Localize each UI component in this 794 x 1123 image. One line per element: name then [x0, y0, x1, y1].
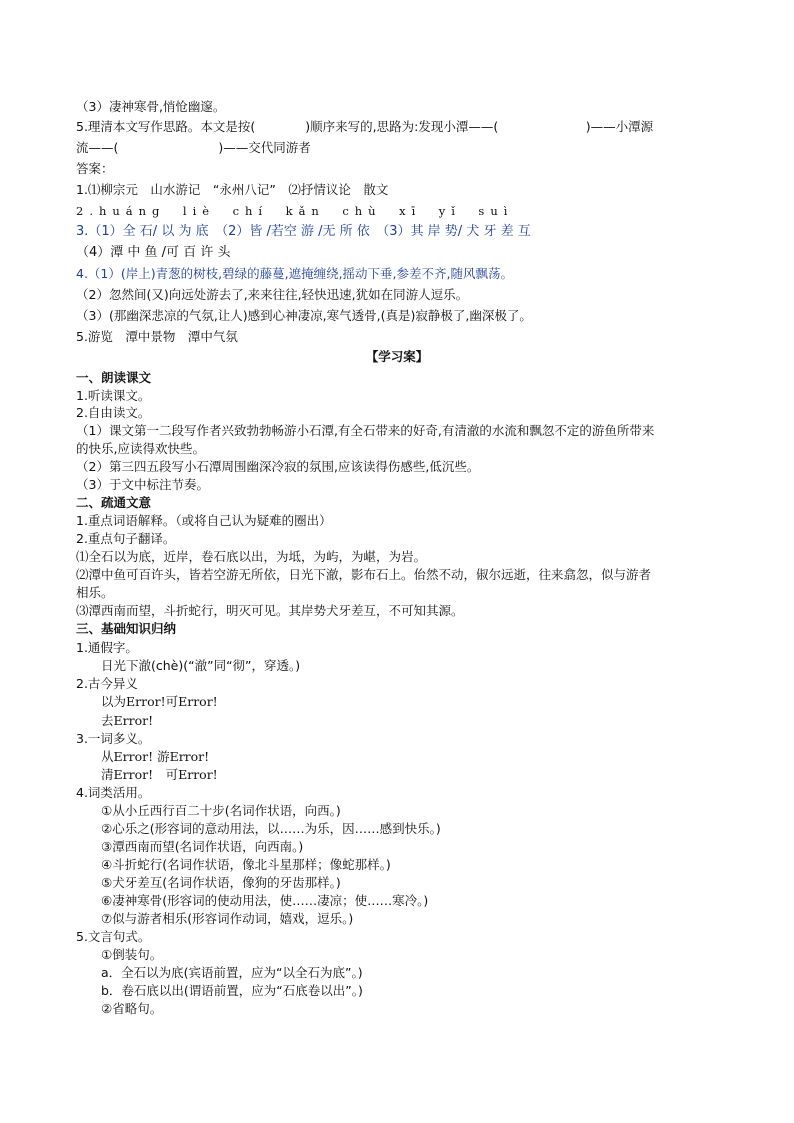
answer-2-pinyin: 2.huáng liè chí kǎn chù xī yǐ suì [76, 204, 514, 218]
s3-item-4-sub: ①从小丘西行百二十步(名词作状语，向西。) [101, 803, 341, 818]
s1-line: 1.听读课文。 [76, 388, 151, 403]
s3-item-4: 4.词类活用。 [76, 785, 151, 800]
s3-item-4-sub: ③潭西南而望(名词作状语，向西南。) [101, 839, 304, 854]
question-5-line-cont: 流——( )——交代同游者 [76, 140, 311, 155]
question-3-line: （3）凄神寒骨,悄怆幽邃。 [76, 99, 226, 114]
answer-3-cont: （4）潭 中 鱼 /可 百 许 头 [76, 245, 231, 260]
s3-item-3: 3.一词多义。 [76, 731, 151, 746]
s1-line: 2.自由读文。 [76, 405, 151, 420]
s3-item-4-sub: ⑥凄神寒骨(形容词的使动用法，使……凄凉；使……寒冷。) [101, 893, 429, 908]
s2-line: 相乐。 [76, 585, 114, 600]
answer-5: 5.游览 潭中景物 潭中气氛 [76, 329, 238, 344]
s3-item-2-sub: 以为Error!可Error! [101, 694, 218, 709]
s1-line: 的快乐,应读得欢快些。 [76, 441, 205, 456]
s3-item-5-sub: ②省略句。 [101, 1001, 163, 1016]
answer-heading: 答案： [76, 161, 114, 176]
s3-item-5-sub: a．全石以为底(宾语前置，应为“以全石为底”。) [101, 965, 363, 980]
s3-item-3-sub: 从Error! 游Error! [101, 749, 210, 764]
s3-item-4-sub: ⑦似与游者相乐(形容词作动词，嬉戏，逗乐。) [101, 911, 354, 926]
s3-item-5-sub: ①倒装句。 [101, 947, 163, 962]
section-title: 【学习案】 [365, 349, 429, 364]
s1-line: （2）第三四五段写小石潭周围幽深冷寂的氛围,应该读得伤感些,低沉些。 [76, 459, 480, 474]
answer-4-3: （3）(那幽深悲凉的气氛,让人)感到心神凄凉,寒气透骨,(真是)寂静极了,幽深极了。 [76, 308, 532, 323]
s3-item-2-sub: 去Error! [101, 713, 154, 728]
s2-line: ⑶潭西南而望，斗折蛇行，明灭可见。其岸势犬牙差互，不可知其源。 [76, 603, 464, 618]
answer-4-2: （2）忽然间(又)向远处游去了,来来往往,轻快迅速,犹如在同游人逗乐。 [76, 287, 469, 302]
s1-line: （1）课文第一二段写作者兴致勃勃畅游小石潭,有全石带来的好奇,有清澈的水流和飘忽不定的游鱼所带来 [76, 423, 655, 438]
s3-item-5-sub: b．卷石底以出(谓语前置，应为“石底卷以出”。) [101, 983, 363, 998]
s3-item-4-sub: ②心乐之(形容词的意动用法，以……为乐，因……感到快乐。) [101, 821, 441, 836]
s3-item-2: 2.古今异义 [76, 676, 138, 691]
s2-line: ⑴全石以为底，近岸，卷石底以出，为坻，为屿，为嵁，为岩。 [76, 549, 427, 564]
s3-item-5: 5.文言句式。 [76, 929, 151, 944]
s2-line: 2.重点句子翻译。 [76, 531, 176, 546]
s3-item-1: 1.通假字。 [76, 640, 138, 655]
s3-item-4-sub: ⑤犬牙差互(名词作状语，像狗的牙齿那样。) [101, 875, 341, 890]
s2-heading: 二、疏通文意 [76, 495, 152, 510]
answer-4-1: 4.（1）(岸上)青葱的树枝,碧绿的藤蔓,遮掩缠绕,摇动下垂,参差不齐,随风飘荡。 [76, 266, 514, 281]
answer-1: 1.⑴柳宗元 山水游记 “永州八记” ⑵抒情议论 散文 [76, 182, 389, 197]
s2-line: 1.重点词语解释。（或将自己认为疑难的圈出） [76, 513, 332, 528]
s3-item-4-sub: ④斗折蛇行(名词作状语，像北斗星那样；像蛇那样。) [101, 857, 391, 872]
s1-heading: 一、朗读课文 [76, 370, 152, 385]
s3-item-1-sub: 日光下澈(chè)(“澈”同“彻”，穿透。) [101, 658, 301, 673]
s2-line: ⑵潭中鱼可百许头，皆若空游无所依，日光下澈，影布石上。佁然不动，俶尔远逝，往来翕忽，似与游者 [76, 567, 652, 582]
question-5-line: 5.理清本文写作思路。本文是按( )顺序来写的,思路为:发现小潭——( )——小潭源 [76, 119, 654, 134]
s3-item-3-sub: 清Error! 可Error! [101, 767, 218, 782]
s3-heading: 三、基础知识归纳 [76, 621, 177, 636]
answer-3: 3.（1）全 石/ 以 为 底 （2）皆 /若空 游 /无 所 依 （3）其 岸 势/ 犬 牙 差 互 [76, 224, 531, 239]
s1-line: （3）于文中标注节奏。 [76, 477, 209, 492]
